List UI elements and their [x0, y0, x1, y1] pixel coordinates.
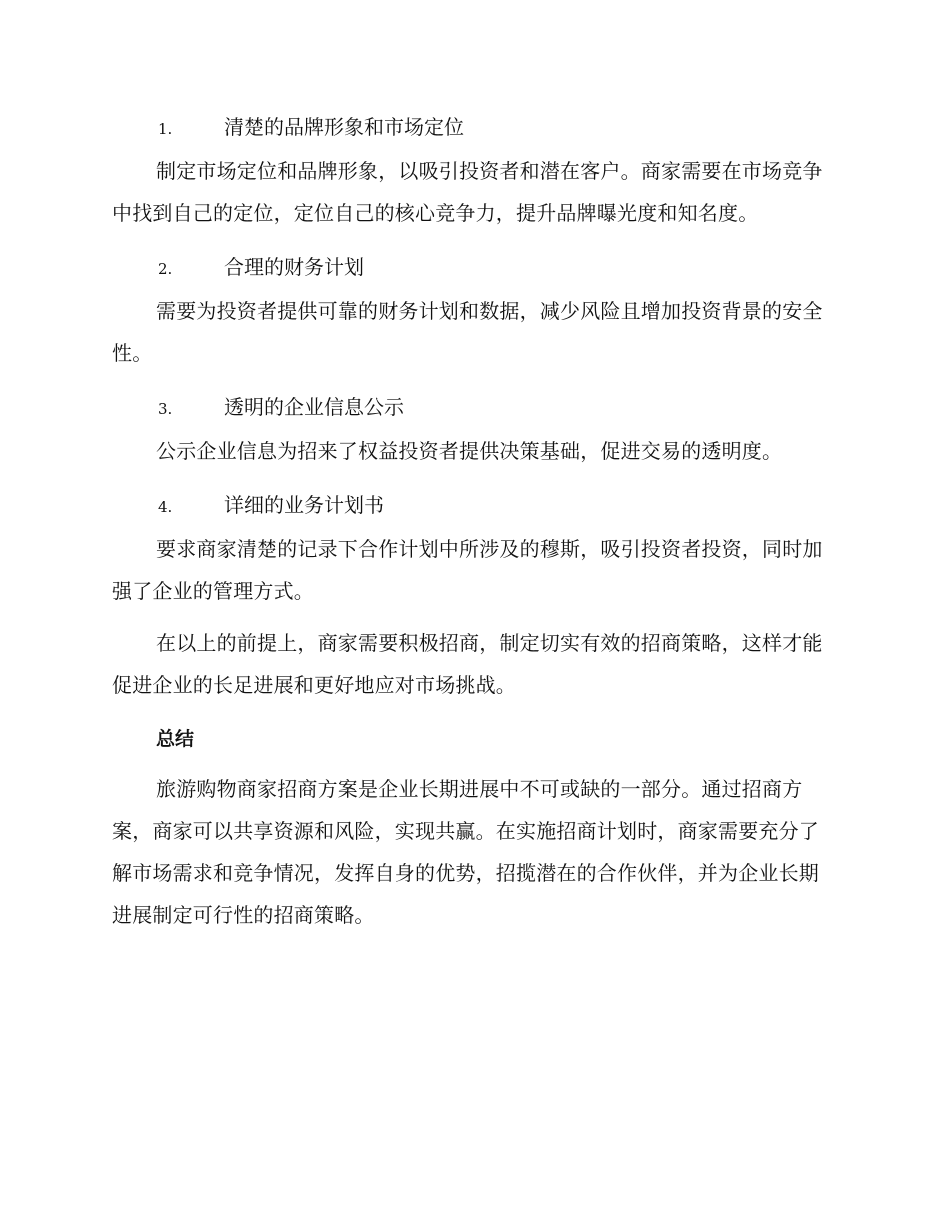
item-heading-1	[112, 104, 832, 150]
item-body-4: 要求商家清楚的记录下合作计划中所涉及的穆斯，吸引投资者投资，同时加强了企业的管理方式。	[112, 537, 823, 603]
item-number: 4.	[158, 498, 173, 516]
item-body-3: 公示企业信息为招来了权益投资者提供决策基础，促进交易的透明度。	[156, 439, 783, 463]
closing-paragraph: 在以上的前提上，商家需要积极招商，制定切实有效的招商策略，这样才能促进企业的长足进展和更好地应对市场挑战。	[112, 631, 823, 697]
item-title: 透明的企业信息公示	[224, 395, 404, 419]
item-heading-3	[112, 384, 832, 430]
document-page	[112, 104, 832, 946]
summary-heading: 总结	[156, 728, 195, 750]
item-number: 1.	[158, 120, 173, 138]
item-body-2: 需要为投资者提供可靠的财务计划和数据，减少风险且增加投资背景的安全性。	[112, 299, 823, 365]
summary-body: 旅游购物商家招商方案是企业长期进展中不可或缺的一部分。通过招商方案，商家可以共享资源和风险，实现共赢。在实施招商计划时，商家需要充分了解市场需求和竞争情况，发挥自身的优势，招揽潜在的合作伙伴，并为企业长期进展制定可行性的招商策略。	[112, 777, 819, 927]
item-heading-4	[112, 482, 832, 528]
item-number: 3.	[158, 400, 173, 418]
item-heading-2	[112, 244, 832, 290]
item-body-1: 制定市场定位和品牌形象，以吸引投资者和潜在客户。商家需要在市场竞争中找到自己的定位，定位自己的核心竞争力，提升品牌曝光度和知名度。	[112, 159, 823, 225]
item-title: 合理的财务计划	[224, 255, 364, 279]
item-title: 详细的业务计划书	[224, 493, 384, 517]
item-title: 清楚的品牌形象和市场定位	[224, 115, 464, 139]
item-number: 2.	[158, 260, 173, 278]
